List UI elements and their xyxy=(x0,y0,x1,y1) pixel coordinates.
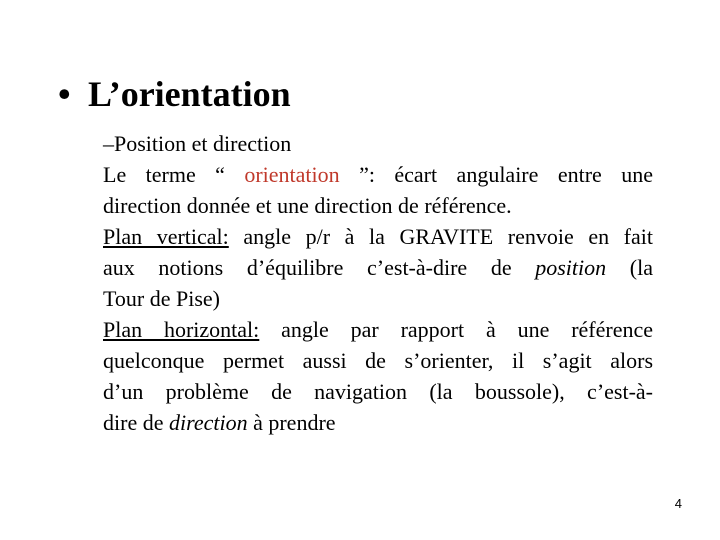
vertical-label: Plan vertical: xyxy=(103,224,229,249)
definition-line-1 xyxy=(103,159,653,190)
horizontal-line4-em: direction xyxy=(168,410,248,435)
horizontal-line-2: quelconque permet aussi de s’orienter, il s’agit alors xyxy=(103,348,653,373)
horizontal-line-1 xyxy=(103,314,653,345)
vertical-line-3: Tour de Pise) xyxy=(103,286,220,311)
definition-term: orientation xyxy=(244,162,340,187)
vertical-line2-em: position xyxy=(535,255,607,280)
definition-part1: Le terme “ xyxy=(103,162,245,187)
vertical-line-2 xyxy=(103,252,653,283)
definition-part2: ”: écart angulaire entre une xyxy=(339,162,653,187)
vertical-line1-rest: angle p/r à la GRAVITE renvoie en fait xyxy=(228,224,653,249)
horizontal-line1-rest: angle par rapport à une référence xyxy=(259,317,654,342)
title-bullet: • xyxy=(58,74,71,114)
title-text: L’orientation xyxy=(88,74,291,114)
horizontal-line-4 xyxy=(103,407,653,438)
definition-line-2: direction donnée et une direction de référence. xyxy=(103,193,512,218)
vertical-line2-start: aux notions d’équilibre c’est-à-dire de xyxy=(103,255,536,280)
vertical-line-1 xyxy=(103,221,653,252)
slide-title xyxy=(58,72,291,116)
horizontal-line4-end: à prendre xyxy=(247,410,336,435)
horizontal-label: Plan horizontal: xyxy=(103,317,260,342)
page-number: 4 xyxy=(674,496,682,511)
slide-body xyxy=(103,128,653,438)
vertical-line2-end: (la xyxy=(606,255,654,280)
subheading: –Position et direction xyxy=(103,131,292,156)
horizontal-line-3: d’un problème de navigation (la boussole), c’est-à- xyxy=(103,379,653,404)
horizontal-line4-start: dire de xyxy=(103,410,169,435)
